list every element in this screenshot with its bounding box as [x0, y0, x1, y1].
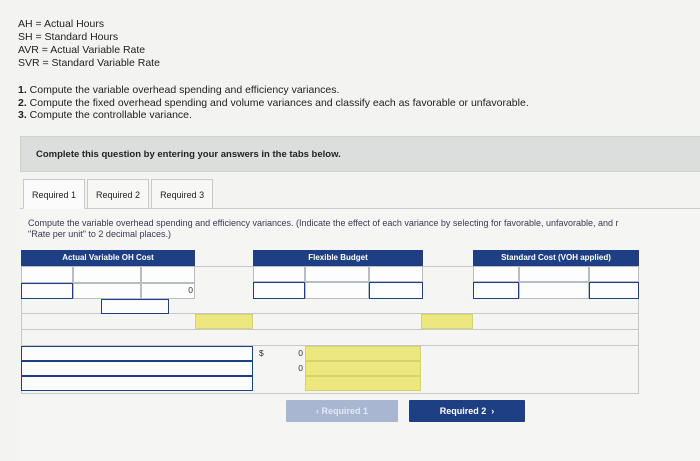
std-label-input[interactable] [473, 282, 519, 299]
spending-variance-input[interactable] [195, 314, 253, 329]
definitions-list [18, 18, 160, 70]
header-flexible-budget: Flexible Budget [253, 250, 423, 266]
flex-svr-input[interactable] [369, 282, 423, 299]
tab-instructions: Compute the variable overhead spending and efficiency variances. (Indicate the effect of each variance by selecting for favorable, unfavorable, and r "Rate per unit" to 2 decimal places.) [28, 218, 619, 239]
std-svr-input[interactable] [589, 282, 639, 299]
total-variance-value-2: 0 [298, 363, 303, 373]
flex-label-input[interactable] [253, 282, 305, 299]
flex-row1-svr[interactable] [369, 266, 423, 282]
actual-label-input[interactable] [21, 266, 73, 283]
chevron-right-icon: › [486, 406, 495, 416]
question-3: 3. Compute the controllable variance. [18, 109, 192, 121]
header-standard-cost: Standard Cost (VOH applied) [473, 250, 639, 266]
actual-avr-input[interactable] [141, 266, 195, 283]
std-row1-svr[interactable] [589, 266, 639, 282]
total-variance-value: 0 [298, 348, 303, 358]
variance-worksheet [21, 250, 639, 394]
definition-avr: AVR = Actual Variable Rate [18, 44, 146, 56]
tab-required-1[interactable]: Required 1 [23, 179, 85, 209]
grid-line [21, 329, 639, 330]
total-variance-row3-type-select[interactable] [305, 376, 421, 391]
tab-required-2[interactable]: Required 2 [87, 179, 149, 209]
questions-list [18, 84, 529, 122]
total-variance-row3-label-input[interactable] [21, 376, 253, 391]
instructions-banner: Complete this question by entering your answers in the tabs below. [20, 136, 700, 172]
actual-cost-value: 0 [188, 285, 193, 295]
std-row1-sh[interactable] [519, 266, 589, 282]
total-variance-label-input[interactable] [21, 346, 253, 361]
flex-sh-input[interactable] [305, 282, 369, 299]
definition-svr: SVR = Standard Variable Rate [18, 57, 160, 69]
chevron-left-icon: ‹ [315, 406, 322, 416]
dollar-sign: $ [259, 348, 264, 358]
definition-sh: SH = Standard Hours [18, 31, 119, 43]
grid-line [21, 393, 639, 394]
tab-bar [23, 179, 215, 209]
std-sh-input[interactable] [519, 282, 589, 299]
flex-row1-sh[interactable] [305, 266, 369, 282]
std-row1-label[interactable] [473, 266, 519, 282]
question-1: 1. Compute the variable overhead spending and efficiency variances. [18, 84, 340, 96]
total-variance-type-select[interactable] [305, 346, 421, 361]
actual-cost-total-input[interactable] [101, 299, 169, 314]
actual-row2-ah-input[interactable] [73, 283, 141, 299]
efficiency-variance-input[interactable] [421, 314, 473, 329]
total-variance-row2-type-select[interactable] [305, 361, 421, 376]
question-2: 2. Compute the fixed overhead spending and volume variances and classify each as favorable or unfavorable. [18, 96, 529, 109]
actual-ah-input[interactable] [73, 266, 141, 283]
tab-required-3[interactable]: Required 3 [151, 179, 213, 209]
flex-row1-label[interactable] [253, 266, 305, 282]
prev-required-button[interactable]: ‹ Required 1 [286, 400, 398, 422]
next-required-button[interactable]: Required 2 › [409, 400, 525, 422]
total-variance-row2-label-input[interactable] [21, 361, 253, 376]
actual-row2-label-input[interactable] [21, 283, 73, 299]
definition-ah: AH = Actual Hours [18, 18, 105, 30]
header-actual-voh-cost: Actual Variable OH Cost [21, 250, 195, 266]
